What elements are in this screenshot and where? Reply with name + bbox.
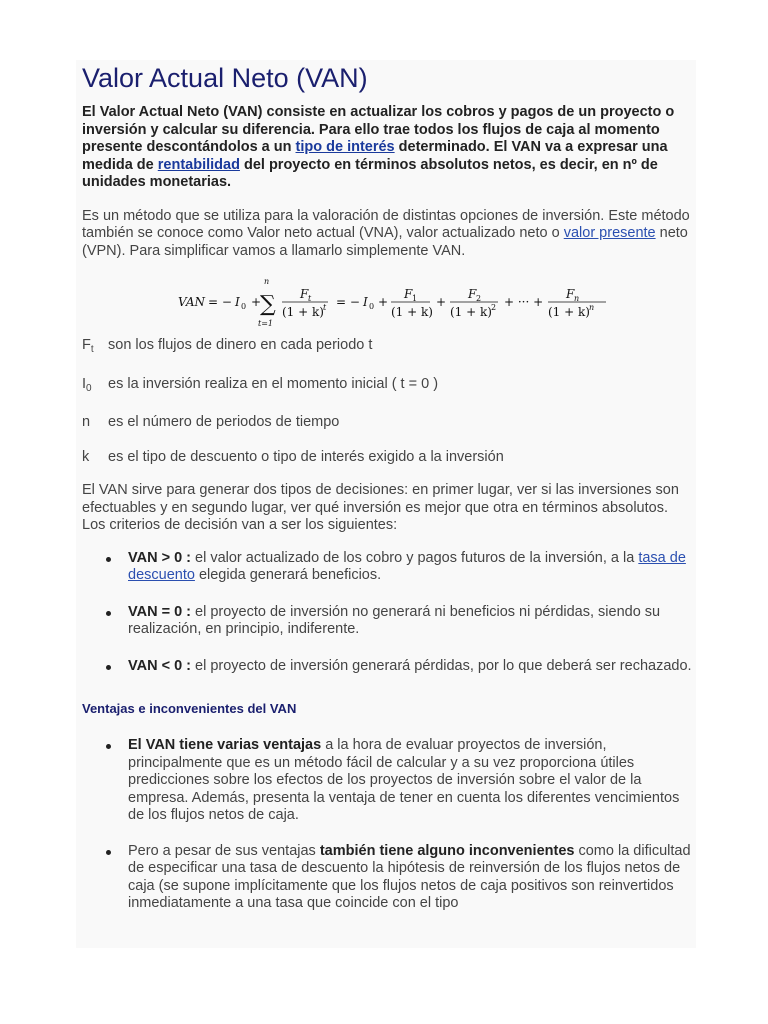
intro-text-1: El Valor Actual Neto (VAN) consiste en actualizar los cobros y pagos de un proyecto o inversión y calcular su diferencia. Para ello trae todos los flujos de caja al momento presente descontándolos a un	[82, 104, 675, 155]
link-valor-presente[interactable]: valor presente	[563, 225, 656, 241]
formula-den-exp-t: t	[323, 303, 327, 312]
criteria-label: VAN < 0 :	[128, 657, 191, 674]
def-text: son los flujos de dinero en cada periodo t	[108, 337, 373, 353]
def-symbol-main: n	[82, 414, 91, 430]
formula-plus-3: +	[436, 295, 447, 309]
definitions-list	[82, 337, 692, 466]
def-symbol-main: F	[82, 337, 91, 353]
pros-bold: El VAN tiene varias ventajas	[128, 737, 322, 753]
def-symbol-main: k	[82, 448, 90, 465]
formula-f1-sub: 1	[412, 294, 418, 303]
definition-i0	[82, 376, 692, 398]
cons-text-after: como la dificultad de especificar una tasa de descuento la hipótesis de reinversión de los flujos netos de caja (se supone implícitamente que los flujos netos de caja positivos son reinvertidos inmediatamente a una tasa que coincide con el tipo	[128, 842, 691, 911]
formula-sum-top: n	[264, 277, 270, 286]
formula-ft-sub: t	[308, 294, 312, 303]
def-symbol-sub: t	[90, 344, 94, 355]
formula-i0: I	[235, 295, 240, 309]
formula-lhs: VAN	[178, 295, 206, 309]
formula-f2-sub: 2	[476, 294, 482, 303]
criteria-label: VAN > 0 :	[128, 549, 191, 566]
formula-dots: + ··· +	[504, 295, 544, 309]
def-symbol-sub: 0	[86, 382, 92, 394]
section-title: Ventajas e inconvenientes del VAN	[82, 701, 297, 716]
formula-sum-bottom: t=1	[258, 319, 274, 328]
formula-f1: F	[404, 287, 413, 301]
formula-den-exp-n: n	[589, 303, 595, 312]
formula-plus-1: +	[251, 295, 262, 309]
definition-n	[82, 414, 692, 432]
list-item	[82, 737, 692, 825]
definition-ft	[82, 337, 692, 359]
formula-den-3: (1 + k)	[450, 305, 492, 319]
formula-den-exp-2: 2	[491, 303, 497, 312]
intro-text-2: determinado. El VAN va a expresar una medida de	[82, 139, 668, 173]
formula-fn: F	[566, 287, 575, 301]
def-symbol	[82, 449, 108, 467]
def-text: es la inversión realiza en el momento inicial ( t = 0 )	[108, 375, 439, 392]
formula-den-1: (1 + k)	[282, 305, 324, 319]
definition-k	[82, 449, 692, 467]
def-text: es el tipo de descuento o tipo de interés exigido a la inversión	[108, 448, 504, 465]
formula-i0-sub-2: 0	[369, 302, 375, 311]
list-item	[82, 550, 692, 585]
method-text-2: neto (VPN). Para simplificar vamos a llamarlo simplemente VAN.	[82, 225, 688, 259]
sum-symbol: ∑	[260, 292, 276, 317]
intro-paragraph	[82, 104, 692, 192]
van-formula	[178, 274, 608, 330]
formula-f2: F	[468, 287, 477, 301]
formula-den-2: (1 + k)	[391, 305, 433, 319]
formula-ft: F	[300, 287, 309, 301]
cons-text: Pero a pesar de sus ventajas	[128, 842, 320, 859]
criteria-text: el proyecto de inversión no generará ni beneficios ni pérdidas, siendo su realización, en principio, indiferente.	[128, 603, 661, 637]
formula-eq-1: = −	[208, 295, 232, 309]
def-symbol-main: I	[82, 375, 87, 392]
def-symbol	[82, 376, 108, 398]
list-item	[82, 843, 692, 913]
article	[82, 56, 692, 913]
formula-fn-sub: n	[574, 294, 580, 303]
def-symbol	[82, 414, 108, 432]
formula-i0-2: I	[363, 295, 368, 309]
def-symbol	[82, 337, 108, 359]
cons-bold: también tiene alguno inconvenientes	[319, 842, 575, 859]
criteria-text: el proyecto de inversión generará pérdidas, por lo que deberá ser rechazado.	[190, 657, 692, 674]
formula-i0-sub: 0	[241, 302, 247, 311]
criteria-text-after: elegida generará beneficios.	[194, 567, 382, 583]
criteria-list	[82, 550, 692, 676]
link-rentabilidad[interactable]: rentabilidad	[157, 156, 240, 173]
criteria-text: el valor actualizado de los cobro y pagos futuros de la inversión, a la	[190, 549, 639, 566]
page-title: Valor Actual Neto (VAN)	[82, 63, 368, 93]
list-item	[82, 604, 692, 639]
pros-text: a la hora de evaluar proyectos de inversión, principalmente que es un método fácil de calcular y a su vez proporciona útiles predicciones sobre los efectos de los proyectos de inversión sobre el valor de la empresa. Además, presenta la ventaja de tener en cuenta los diferentes vencimientos de los flujos netos de caja.	[128, 737, 680, 823]
method-text-1: Es un método que se utiliza para la valoración de distintas opciones de inversión. Este método también se conoce como Valor neto actual (VNA), valor actualizado neto o	[82, 207, 690, 241]
method-paragraph	[82, 208, 692, 261]
link-tipo-de-interes[interactable]: tipo de interés	[295, 139, 395, 155]
list-item	[82, 658, 692, 676]
formula-eq-2: = −	[336, 295, 360, 309]
pros-cons-list	[82, 737, 692, 913]
def-text: es el número de periodos de tiempo	[108, 414, 340, 430]
criteria-label: VAN = 0 :	[128, 603, 191, 620]
intro-text-3: del proyecto en términos absolutos netos, es decir, en nº de unidades monetarias.	[82, 156, 658, 190]
formula-den-4: (1 + k)	[548, 305, 590, 319]
decisions-paragraph: El VAN sirve para generar dos tipos de decisiones: en primer lugar, ver si las inversiones son efectuables y en segundo lugar, ver qué inversión es mejor que otra en términos absolutos. Los criterios de decisión van a ser los siguientes:	[82, 482, 679, 533]
formula-plus-2: +	[378, 295, 389, 309]
link-tasa-de-descuento[interactable]: tasa de descuento	[128, 549, 686, 583]
